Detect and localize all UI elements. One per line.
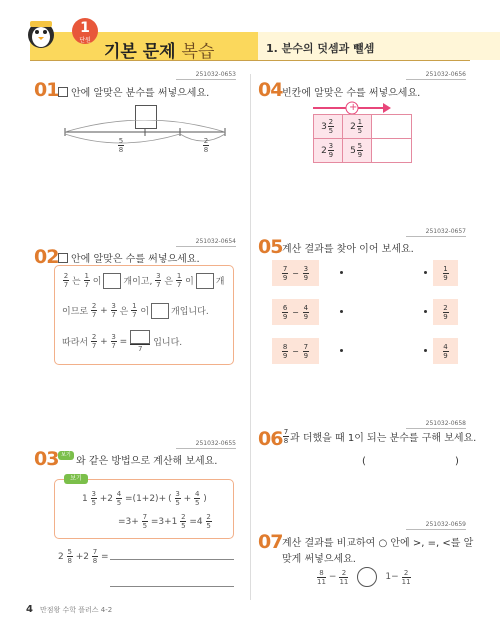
problem-text: 안에 알맞은 수를 써넣으세요. [58, 250, 200, 265]
result-card[interactable]: $\frac{1}{9}$ [433, 260, 458, 286]
connect-dot[interactable] [340, 310, 343, 313]
answer-box[interactable] [103, 273, 121, 289]
problem-text: 와 같은 방법으로 계산해 보세요. [76, 456, 218, 467]
penguin-logo-icon [26, 17, 56, 49]
plus-sign: + [349, 102, 358, 113]
example-line: =3+ $\frac{7}{5}$ =3+1 $\frac{2}{5}$ =4 $\frac{2}{5}$ [118, 513, 211, 530]
table-cell: 3 $\frac{2}{5}$ [314, 115, 343, 139]
answer-box[interactable] [151, 303, 169, 319]
problem-code: 251032-0654 [176, 238, 236, 247]
problem-number: 03 [34, 448, 59, 470]
page-title: 기본 문제 복습 [104, 42, 215, 62]
answer-line[interactable] [110, 559, 234, 560]
expression-card[interactable]: $\frac{7}{9}$ − $\frac{3}{9}$ [272, 260, 319, 286]
problem-line: $\frac{2}{7}$ 는 $\frac{1}{7}$ 이 개이고, $\frac{3}{7}$ 은 $\frac{1}{7}$ 이 개 [63, 272, 225, 289]
comparison-expression: $\frac{8}{11}$ − $\frac{2}{11}$ 1− $\frac{2}{11}$ [317, 568, 411, 586]
example-tag: 보기 [64, 474, 88, 484]
square-icon [58, 87, 68, 97]
connect-dot[interactable] [424, 271, 427, 274]
page-number: 4 [26, 604, 33, 615]
connect-dot[interactable] [424, 310, 427, 313]
fraction-label: 5 8 [118, 137, 124, 154]
section-title: 1. 분수의 덧셈과 뺄셈 [266, 42, 375, 55]
problem-number: 06 [258, 428, 283, 450]
connect-dot[interactable] [424, 349, 427, 352]
column-divider [250, 74, 251, 600]
problem-text: 계산 결과를 비교하여 ○ 안에 >, =, <를 알 [282, 538, 474, 549]
result-card[interactable]: $\frac{2}{9}$ [433, 299, 458, 325]
answer-box[interactable] [196, 273, 214, 289]
problem-code: 251032-0653 [176, 71, 236, 80]
connect-dot[interactable] [340, 271, 343, 274]
problem-text: 빈칸에 알맞은 수를 써넣으세요. [282, 88, 421, 99]
expression-card[interactable]: $\frac{8}{9}$ − $\frac{7}{9}$ [272, 338, 319, 364]
example-tag: 보기 [58, 451, 74, 460]
compare-circle[interactable] [357, 567, 377, 587]
problem-text: 계산 결과를 찾아 이어 보세요. [282, 244, 414, 255]
answer-paren-right: ) [455, 456, 459, 467]
problem-number: 02 [34, 246, 59, 268]
fraction-label: 2 8 [203, 137, 209, 154]
problem-line: 따라서 $\frac{2}{7}$ + $\frac{3}{7}$ = 7 입니다. [62, 330, 182, 353]
answer-field[interactable] [370, 456, 452, 470]
problem-number: 01 [34, 79, 59, 101]
answer-cell[interactable] [372, 115, 412, 139]
problem-line: 이므로 $\frac{2}{7}$ + $\frac{3}{7}$ 은 $\frac{1}{7}$ 이 개입니다. [62, 302, 209, 319]
connect-dot[interactable] [340, 349, 343, 352]
expression-card[interactable]: $\frac{6}{9}$ − $\frac{4}{9}$ [272, 299, 319, 325]
example-line: 1 $\frac{3}{5}$ +2 $\frac{4}{5}$ =(1+2)+ ( $\frac{3}{5}$ + $\frac{4}{5}$ ) [82, 490, 207, 507]
square-icon [58, 253, 68, 263]
answer-box[interactable] [130, 330, 150, 344]
problem-number: 07 [258, 531, 283, 553]
answer-line[interactable] [110, 586, 234, 587]
problem-code: 251032-0657 [406, 228, 466, 237]
book-title: 만점왕 수학 플러스 4-2 [40, 606, 113, 614]
problem-code: 251032-0658 [406, 420, 466, 429]
answer-cell[interactable] [372, 139, 412, 163]
problem-code: 251032-0656 [406, 71, 466, 80]
header-divider [30, 60, 470, 61]
problem-text: 안에 알맞은 분수를 써넣으세요. [58, 84, 209, 99]
example-box [54, 479, 234, 539]
answer-paren-left: ( [362, 456, 366, 467]
problem-code: 251032-0655 [176, 440, 236, 449]
problem-number: 05 [258, 236, 283, 258]
result-card[interactable]: $\frac{4}{9}$ [433, 338, 458, 364]
table-cell: 5 $\frac{5}{9}$ [343, 139, 372, 163]
addition-table [313, 114, 412, 163]
problem-text: 맞게 써넣으세요. [282, 554, 356, 565]
problem-text: $\frac{7}{8}$ 과 더했을 때 1이 되는 분수를 구해 보세요. [283, 428, 477, 445]
unit-badge: 1 단원 [72, 18, 98, 44]
table-cell: 2 $\frac{3}{9}$ [314, 139, 343, 163]
table-cell: 2 $\frac{1}{5}$ [343, 115, 372, 139]
question-expression: 2 $\frac{5}{8}$ +2 $\frac{7}{8}$ = [58, 548, 109, 565]
problem-code: 251032-0659 [406, 521, 466, 530]
problem-number: 04 [258, 79, 283, 101]
